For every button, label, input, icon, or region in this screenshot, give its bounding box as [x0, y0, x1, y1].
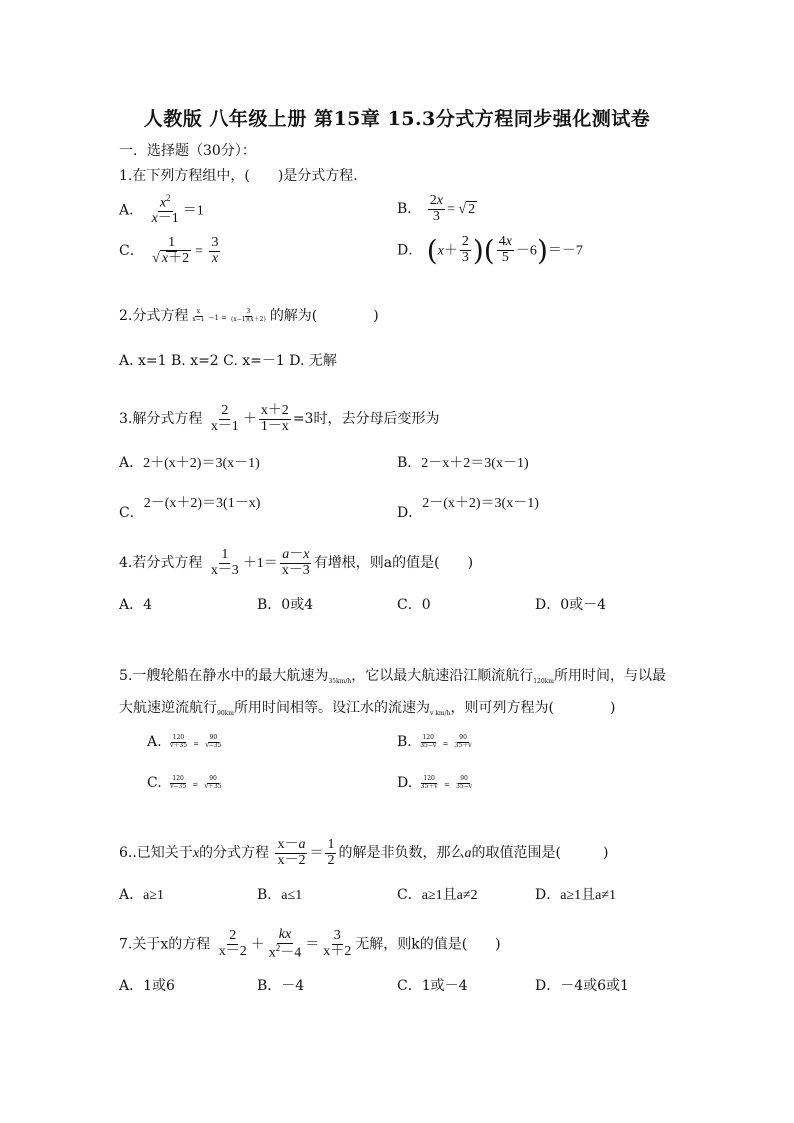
question-4-option-b: B．0或4	[257, 597, 314, 613]
option-label: A．	[119, 202, 144, 219]
question-4-option-a: A．4	[119, 597, 153, 613]
question-6-stem: 6..已知关于x的分式方程 $\frac{x-a}{x-2}$ ＝ $\frac{1}{2}$ 的解是非负数，那么a的取值范围是( )	[119, 837, 609, 868]
page-title: 人教版 八年级上册 第15章 15.3分式方程同步强化测试卷	[143, 108, 651, 130]
question-5-option-b: B. $\frac{120}{35-v}$ = $\frac{90}{35+v}$	[397, 734, 472, 750]
question-2-options: A. x=1 B. x=2 C. x=－1 D. 无解	[119, 353, 337, 369]
question-1-option-a: A． $\frac{x^2}{x-1}$ ＝1	[119, 193, 204, 227]
option-label: C．	[119, 243, 144, 260]
question-5-option-a: A. $\frac{120}{v+35}$ = $\frac{90}{v-35}$	[147, 734, 222, 750]
option-label: D．	[397, 242, 423, 259]
question-6-option-d: D．a≥1且a≠1	[535, 887, 617, 903]
question-6-option-b: B．a≤1	[257, 887, 303, 903]
question-5-option-d: D. $\frac{120}{35+v}$ = $\frac{90}{35-v}$	[397, 775, 473, 791]
question-3-stem: 3.解分式方程 $\frac{2}{x-1}$ ＋ $\frac{x+2}{1-x}$ =3时，去分母后变形为	[119, 403, 440, 434]
question-4-option-d: D．0或－4	[535, 597, 607, 613]
question-7-option-a: A．1或6	[119, 978, 175, 994]
question-1-option-b: B． $\frac{2x}{3}$ = √ 2	[397, 193, 476, 224]
question-3-option-a: A．2＋(x＋2)＝3(x－1)	[119, 455, 260, 471]
question-6-option-c: C．a≥1且a≠2	[397, 887, 478, 903]
question-3-option-b: B．2－x＋2＝3(x－1)	[397, 455, 529, 471]
question-7-option-d: D．－4或6或1	[535, 978, 629, 994]
question-7-option-b: B．－4	[257, 978, 305, 994]
question-7-option-c: C．1或－4	[397, 978, 468, 994]
question-3-option-d: D．2－(x＋2)＝3(x－1)	[397, 496, 539, 521]
section-heading: 一．选择题（30分）：	[119, 143, 256, 159]
question-6-option-a: A．a≥1	[119, 887, 165, 903]
question-3-option-c: C．2－(x＋2)＝3(1－x)	[119, 496, 261, 521]
question-5-line-2: 大航速逆流航行$_{90km}$所用时间相等。设江水的流速为$_{v km/h}$，则可列方程为( )	[119, 700, 616, 717]
question-1-stem: 1.在下列方程组中，( )是分式方程．	[119, 168, 368, 184]
option-label: B．	[397, 201, 422, 218]
question-5-line-1: 5.一艘轮船在静水中的最大航速为$_{35km/h}$，它以最大航速沿江顺流航行$_{120km}$所用时间，与以最	[119, 668, 666, 685]
question-4-option-c: C．0	[397, 597, 431, 613]
question-4-stem: 4.若分式方程 $\frac{1}{x-3}$ ＋1＝ $\frac{a-x}{x-3}$ 有增根，则a的值是( )	[119, 547, 474, 578]
question-5-option-c: C. $\frac{120}{v-35}$ = $\frac{90}{v+35}$	[147, 775, 222, 791]
question-7-stem: 7.关于x的方程 $\frac{2}{x-2}$ ＋ $\frac{kx}{x^2-4}$ ＝ $\frac{3}{x+2}$ 无解，则k的值是( )	[119, 927, 501, 961]
question-1-option-c: C． $\frac{1}{√ x+2}$ = $\frac{3}{x}$	[119, 235, 219, 266]
question-2-stem: 2.分式方程 $\frac{x}{x-1}$ −1 = $\frac{3}{(x-1)(x+2)}$ 的解为( )	[119, 308, 379, 324]
question-1-option-d: D． (x＋ $\frac{2}{3}$ )( $\frac{4x}{5}$ －6)＝－7	[397, 234, 583, 267]
